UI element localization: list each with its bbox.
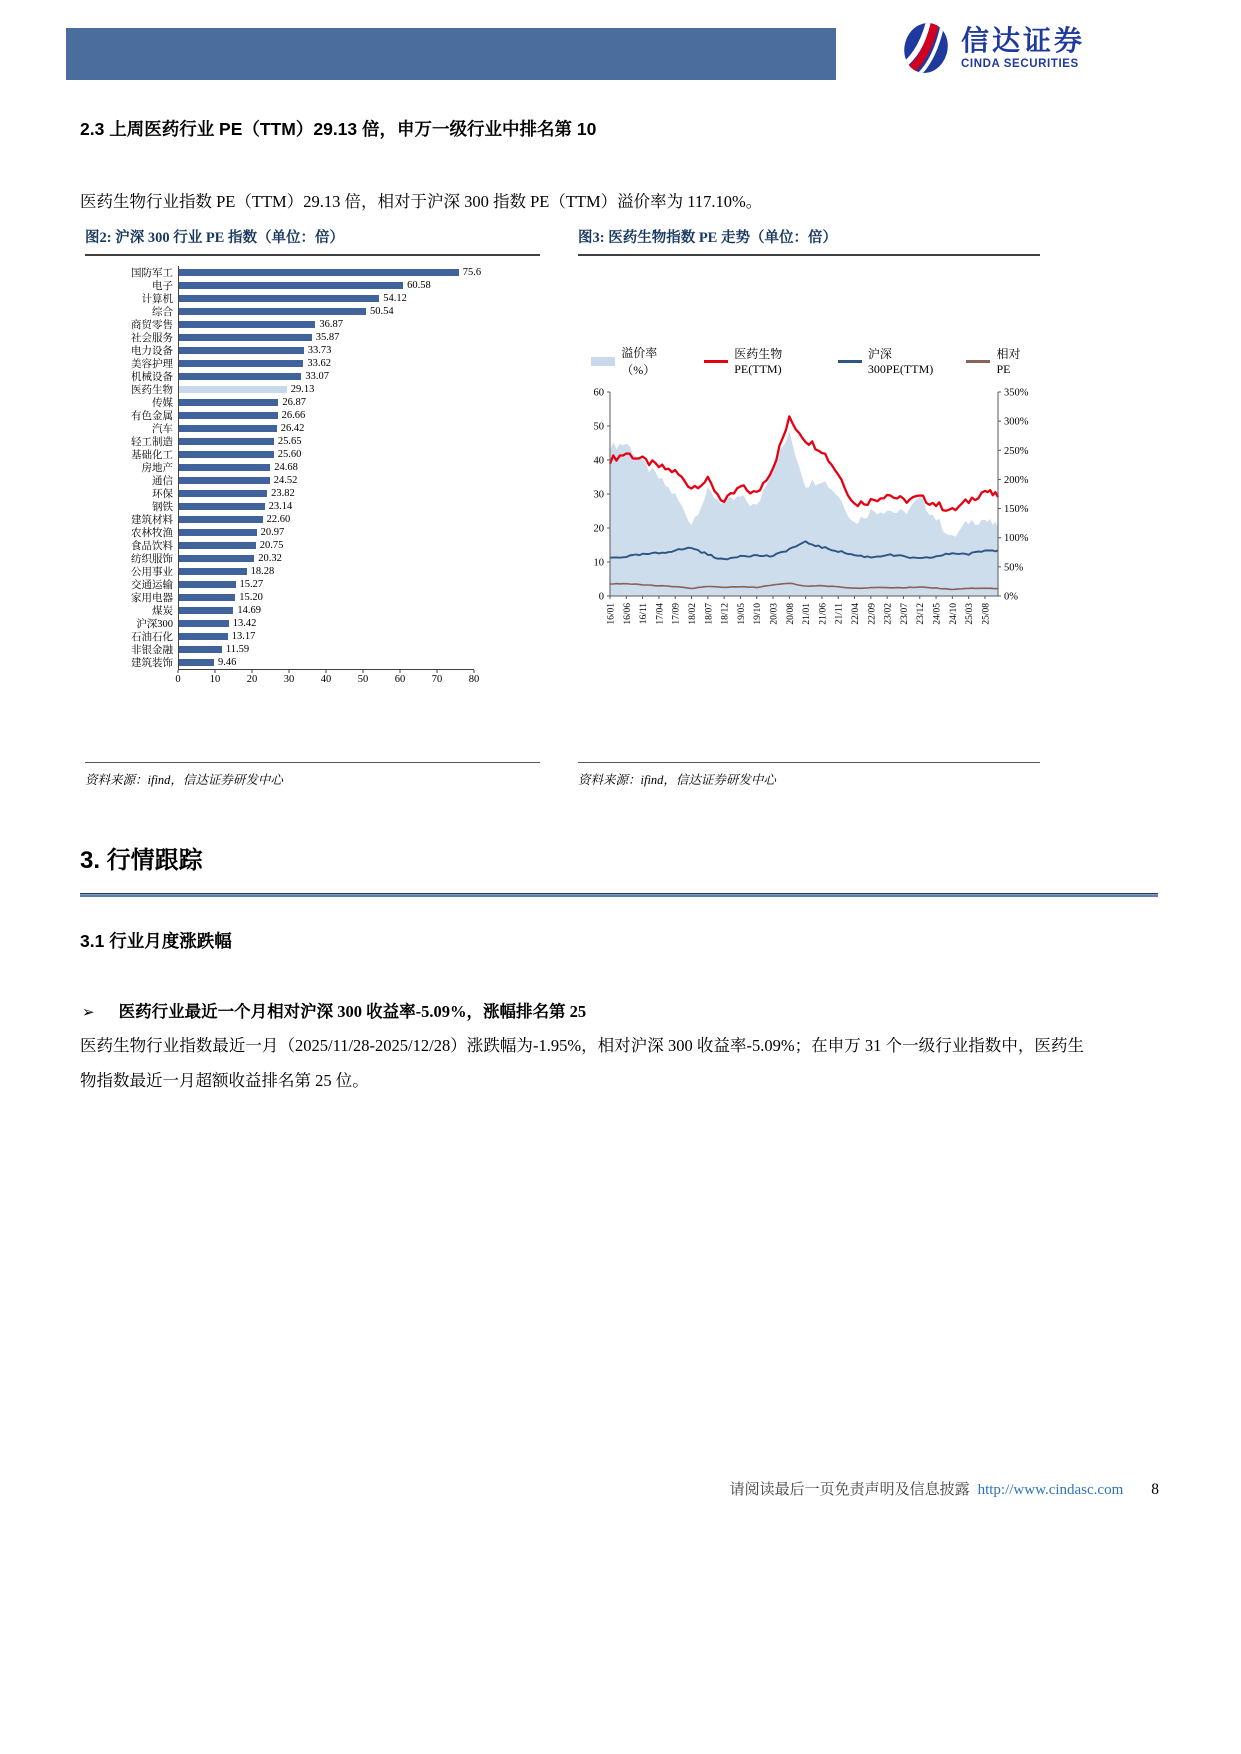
- bar-track: [178, 357, 540, 370]
- section-3-1-paragraph: 医药生物行业指数最近一月（2025/11/28-2025/12/28）涨跌幅为-1.95%，相对沪深 300 收益率-5.09%；在申万 31 个一级行业指数中，医药生物指数最近一月超额收益排名第 25 位。: [80, 1036, 1084, 1090]
- bar: [179, 568, 247, 576]
- right-axis-tick-label: 150%: [1004, 504, 1029, 516]
- bar: [179, 360, 303, 368]
- figure-2-source-block: [85, 762, 540, 788]
- axis-tick: [474, 670, 475, 673]
- bar-value-label: 29.13: [290, 384, 315, 395]
- figure-2-title: 图2: 沪深 300 行业 PE 指数（单位：倍）: [85, 230, 344, 246]
- bar-value-label: 20.97: [260, 527, 285, 538]
- bar-category-label: 医药生物: [131, 385, 173, 396]
- bar: [179, 386, 287, 394]
- bar-row: [85, 656, 540, 669]
- bar: [179, 620, 229, 628]
- bullet-line: [82, 998, 586, 1022]
- x-axis-tick-label: 16/06: [622, 603, 633, 625]
- bar-category-label: 综合: [152, 307, 173, 318]
- bar-value-label: 33.73: [307, 345, 332, 356]
- page-number: 8: [1151, 1481, 1159, 1498]
- axis-tick: [215, 670, 216, 673]
- bar-value-label: 26.42: [280, 423, 305, 434]
- bar-track: [178, 552, 540, 565]
- bar-track: [178, 656, 540, 669]
- bar-value-label: 20.75: [259, 540, 284, 551]
- bar: [179, 425, 277, 433]
- x-axis-tick-label: 19/10: [753, 603, 764, 625]
- legend-label: 溢价率（%）: [621, 346, 658, 377]
- bar: [179, 659, 214, 667]
- bar-track: [178, 513, 540, 526]
- left-axis-tick-label: 0: [598, 591, 604, 603]
- bar-value-label: 13.17: [231, 631, 256, 642]
- axis-tick: [252, 670, 253, 673]
- legend-swatch: [838, 360, 862, 363]
- bar-category-label: 电子: [152, 281, 173, 292]
- axis-tick-label: 80: [468, 674, 480, 685]
- bar-track: [178, 474, 540, 487]
- axis-tick: [289, 670, 290, 673]
- legend-label: 沪深300PE(TTM): [867, 347, 934, 376]
- bar-category-label: 基础化工: [131, 450, 173, 461]
- right-axis-tick-label: 350%: [1004, 387, 1029, 399]
- bar-category-label: 国防军工: [131, 268, 173, 279]
- legend-item: [591, 344, 678, 378]
- bar-category-label: 交通运输: [131, 580, 173, 591]
- bar-track: [178, 604, 540, 617]
- bar-track: [178, 630, 540, 643]
- bar-category-label: 沪深300: [136, 619, 173, 630]
- cinda-logo-icon: [898, 20, 954, 76]
- bar-value-label: 13.42: [232, 618, 257, 629]
- bar: [179, 477, 270, 485]
- bar-value-label: 24.68: [274, 462, 298, 473]
- bar-track: [178, 422, 540, 435]
- bar: [179, 347, 304, 355]
- figure-2-source: 资料来源：ifind，信达证券研发中心: [85, 773, 283, 787]
- section-3-title: 3. 行情跟踪: [80, 847, 203, 874]
- axis-tick-label: 50: [357, 674, 369, 685]
- bar-value-label: 24.52: [273, 475, 298, 486]
- axis-tick-label: 60: [394, 674, 406, 685]
- bar-track: [178, 617, 540, 630]
- left-axis-tick-label: 40: [593, 455, 604, 467]
- bar-category-label: 非银金融: [131, 645, 173, 656]
- bar: [179, 529, 257, 537]
- bar-category-label: 煤炭: [152, 606, 173, 617]
- bar-value-label: 18.28: [250, 566, 275, 577]
- bar-track: [178, 409, 540, 422]
- bar-category-label: 传媒: [152, 398, 173, 409]
- left-axis-tick-label: 60: [593, 387, 604, 399]
- bar: [179, 438, 274, 446]
- bar: [179, 399, 278, 407]
- x-axis-tick-label: 17/09: [671, 603, 682, 625]
- bar-track: [178, 305, 540, 318]
- bar-value-label: 9.46: [218, 657, 237, 668]
- bar: [179, 607, 233, 615]
- bar-category-label: 电力设备: [131, 346, 173, 357]
- bar-category-label: 农林牧渔: [131, 528, 173, 539]
- bar: [179, 542, 256, 550]
- legend-label: 相对PE: [996, 347, 1021, 376]
- x-axis-tick-label: 20/03: [769, 603, 780, 625]
- bar-track: [178, 266, 540, 279]
- x-axis-tick-label: 25/08: [981, 603, 992, 625]
- bar-track: [178, 565, 540, 578]
- line-chart-legend: [578, 344, 1040, 378]
- bar-track: [178, 643, 540, 656]
- bar-track: [178, 435, 540, 448]
- figure-row: [85, 226, 1040, 788]
- bar-track: [178, 578, 540, 591]
- right-axis-tick-label: 200%: [1004, 474, 1029, 486]
- bar-track: [178, 331, 540, 344]
- axis-tick-label: 0: [175, 674, 181, 685]
- bullet-arrow-icon: ➢: [82, 1005, 95, 1021]
- axis-tick: [363, 670, 364, 673]
- x-axis-tick-label: 21/11: [834, 603, 845, 625]
- footer-disclaimer: 请阅读最后一页免责声明及信息披露: [729, 1482, 970, 1498]
- bar-value-label: 33.07: [305, 371, 330, 382]
- bar-category-label: 公用事业: [131, 567, 173, 578]
- bar-value-label: 26.66: [281, 410, 306, 421]
- bar-value-label: 23.82: [271, 488, 295, 499]
- legend-item: [966, 344, 1027, 378]
- bar-track: [178, 487, 540, 500]
- bullet-text: 医药行业最近一个月相对沪深 300 收益率-5.09%，涨幅排名第 25: [118, 1002, 587, 1021]
- line-chart-plot: [578, 384, 1040, 646]
- left-axis-tick-label: 20: [593, 523, 604, 535]
- bar: [179, 516, 263, 524]
- x-axis-tick-label: 19/05: [736, 603, 747, 625]
- left-axis-tick-label: 10: [593, 557, 604, 569]
- x-axis-tick-label: 23/02: [883, 603, 894, 625]
- x-axis-tick-label: 24/10: [948, 603, 959, 625]
- bar-value-label: 75.6: [462, 267, 482, 278]
- x-axis-tick-label: 18/07: [704, 603, 715, 625]
- bar-category-label: 石油石化: [131, 632, 173, 643]
- x-axis-tick-label: 23/07: [899, 603, 910, 625]
- bar: [179, 581, 236, 589]
- right-axis-tick-label: 50%: [1004, 562, 1024, 574]
- bar-track: [178, 370, 540, 383]
- bar-track: [178, 448, 540, 461]
- bar-category-label: 家用电器: [131, 593, 173, 604]
- pharma-pe-trend-line-chart: [578, 344, 1040, 651]
- premium-area: [610, 431, 998, 596]
- bar-track: [178, 292, 540, 305]
- legend-item: [704, 344, 812, 378]
- bar-value-label: 50.54: [370, 306, 394, 317]
- x-axis-tick-label: 18/02: [688, 603, 699, 625]
- bar: [179, 633, 228, 641]
- bar-value-label: 33.62: [307, 358, 332, 369]
- section-3-1-title: 3.1 行业月度涨跌幅: [80, 931, 232, 951]
- legend-swatch: [704, 360, 728, 363]
- x-axis-tick-label: 22/04: [851, 603, 862, 625]
- axis-tick: [178, 670, 179, 673]
- bar: [179, 308, 366, 316]
- right-axis-tick-label: 100%: [1004, 533, 1029, 545]
- right-axis-tick-label: 300%: [1004, 416, 1029, 428]
- bar-category-label: 建筑装饰: [131, 658, 173, 669]
- bar-category-label: 商贸零售: [131, 320, 173, 331]
- legend-label: 医药生物PE(TTM): [734, 347, 783, 376]
- x-axis-tick-label: 18/12: [720, 603, 731, 625]
- bar-value-label: 15.27: [239, 579, 264, 590]
- bar-track: [178, 279, 540, 292]
- section-3-divider: [80, 893, 1158, 897]
- axis-tick: [400, 670, 401, 673]
- bar-value-label: 22.60: [266, 514, 291, 525]
- bar-value-label: 25.60: [277, 449, 302, 460]
- x-axis-tick-label: 20/08: [785, 603, 796, 625]
- brand-name-cn: 信达证券: [961, 25, 1086, 57]
- x-axis-tick-label: 16/01: [606, 603, 617, 625]
- bar-value-label: 15.20: [239, 592, 263, 603]
- right-axis-tick-label: 0%: [1004, 591, 1018, 603]
- bar: [179, 464, 270, 472]
- section-2-3-paragraph: 医药生物行业指数 PE（TTM）29.13 倍，相对于沪深 300 指数 PE（TTM）溢价率为 117.10%。: [80, 192, 763, 211]
- bar-category-label: 机械设备: [131, 372, 173, 383]
- bar-value-label: 25.65: [277, 436, 302, 447]
- figure-3-source-block: [578, 762, 1040, 788]
- section-2-3-title: 2.3 上周医药行业 PE（TTM）29.13 倍，申万一级行业中排名第 10: [80, 119, 597, 139]
- bar-x-axis: [175, 669, 480, 692]
- bar-value-label: 60.58: [407, 280, 431, 291]
- bar: [179, 282, 403, 290]
- bar-value-label: 35.87: [315, 332, 340, 343]
- bar-category-label: 环保: [152, 489, 173, 500]
- bar-category-label: 食品饮料: [131, 541, 173, 552]
- bar-category-label: 纺织服饰: [131, 554, 173, 565]
- legend-swatch: [966, 360, 990, 363]
- bar: [179, 334, 312, 342]
- bar-value-label: 54.12: [383, 293, 407, 304]
- bar-track: [178, 591, 540, 604]
- brand-name-en: CINDA SECURITIES: [961, 57, 1079, 70]
- figure-3-source: 资料来源：ifind，信达证券研发中心: [578, 773, 776, 787]
- axis-tick-label: 20: [246, 674, 258, 685]
- x-axis-tick-label: 21/06: [818, 603, 829, 625]
- axis-tick-label: 10: [209, 674, 221, 685]
- figure-2: [85, 226, 540, 788]
- bar-value-label: 20.32: [258, 553, 282, 564]
- bar-track: [178, 318, 540, 331]
- bar: [179, 269, 459, 277]
- bar-track: [178, 526, 540, 539]
- bar-category-label: 建筑材料: [131, 515, 173, 526]
- x-axis-tick-label: 21/01: [802, 603, 813, 625]
- x-axis-tick-label: 25/03: [965, 603, 976, 625]
- bar-category-label: 美容护理: [131, 359, 173, 370]
- bar: [179, 594, 235, 602]
- bar-value-label: 11.59: [225, 644, 250, 655]
- bar-category-label: 计算机: [141, 294, 173, 305]
- figure-divider: [578, 254, 1040, 256]
- left-axis-tick-label: 30: [593, 489, 604, 501]
- bar-track: [178, 500, 540, 513]
- bar-category-label: 轻工制造: [131, 437, 173, 448]
- bar: [179, 295, 379, 303]
- bar-category-label: 汽车: [152, 424, 173, 435]
- bar: [179, 503, 265, 511]
- axis-tick-label: 40: [320, 674, 332, 685]
- bar: [179, 646, 222, 654]
- bar-track: [178, 344, 540, 357]
- left-axis-tick-label: 50: [593, 421, 604, 433]
- page-footer: [80, 1478, 1159, 1499]
- header-bar: [66, 28, 836, 80]
- bar-category-label: 房地产: [141, 463, 173, 474]
- bar: [179, 451, 274, 459]
- bar: [179, 321, 315, 329]
- right-axis-tick-label: 250%: [1004, 445, 1029, 457]
- bar: [179, 373, 301, 381]
- brand-logo: [898, 20, 1085, 76]
- axis-tick-label: 70: [431, 674, 443, 685]
- axis-tick-label: 30: [283, 674, 295, 685]
- bar-category-label: 社会服务: [131, 333, 173, 344]
- bar-value-label: 36.87: [319, 319, 344, 330]
- x-axis-tick-label: 24/05: [932, 603, 943, 625]
- x-axis-tick-label: 23/12: [916, 603, 927, 625]
- bar-track: [178, 461, 540, 474]
- bar-track: [178, 539, 540, 552]
- bar-category-label: 钢铁: [152, 502, 173, 513]
- hs300-industry-pe-bar-chart: [85, 266, 540, 692]
- figure-3-title: 图3: 医药生物指数 PE 走势（单位：倍）: [578, 230, 837, 246]
- bar-category-label: 有色金属: [131, 411, 173, 422]
- axis-tick: [326, 670, 327, 673]
- figure-divider: [85, 254, 540, 256]
- footer-link[interactable]: http://www.cindasc.com: [977, 1482, 1124, 1498]
- x-axis-tick-label: 17/04: [655, 603, 666, 625]
- bar-value-label: 26.87: [282, 397, 307, 408]
- figure-3: [578, 226, 1040, 788]
- bar-track: [178, 396, 540, 409]
- axis-tick: [437, 670, 438, 673]
- bar-category-label: 通信: [152, 476, 173, 487]
- legend-item: [838, 344, 941, 378]
- x-axis-tick-label: 22/09: [867, 603, 878, 625]
- bar-value-label: 14.69: [237, 605, 262, 616]
- bar-value-label: 23.14: [268, 501, 293, 512]
- bar-track: [178, 383, 540, 396]
- x-axis-tick-label: 16/11: [639, 603, 650, 625]
- legend-swatch: [591, 357, 615, 366]
- bar: [179, 555, 254, 563]
- bar: [179, 412, 278, 420]
- bar: [179, 490, 267, 498]
